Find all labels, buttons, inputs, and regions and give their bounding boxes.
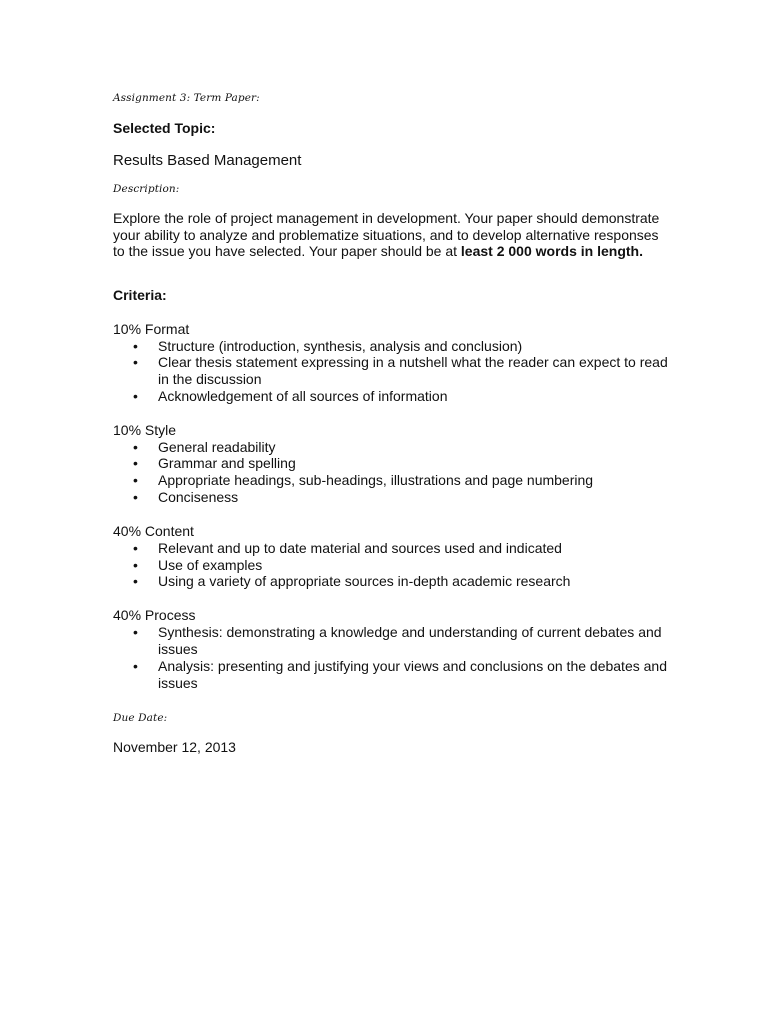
list-item	[113, 388, 673, 405]
due-date-value: November 12, 2013	[113, 739, 236, 756]
list-item	[113, 489, 673, 506]
assignment-title: Assignment 3: Term Paper:	[113, 92, 260, 104]
bullet-list	[113, 439, 673, 506]
bullet-icon: •	[133, 624, 138, 641]
list-item	[113, 658, 673, 692]
list-item-text: Conciseness	[158, 489, 239, 506]
criteria-heading: Criteria:	[113, 286, 167, 303]
description-word-count: least 2 000 words in length.	[460, 243, 643, 259]
section-title: 10% Style	[113, 421, 177, 438]
list-item	[113, 624, 673, 658]
section-title: 40% Process	[113, 607, 196, 624]
bullet-icon: •	[133, 354, 138, 371]
list-item-text: Analysis: presenting and justifying your views and conclusions on the debates and issues	[158, 657, 667, 691]
selected-topic-value: Results Based Management	[113, 152, 302, 169]
description-text	[113, 210, 673, 260]
list-item	[113, 439, 673, 456]
list-item	[113, 455, 673, 472]
selected-topic-heading: Selected Topic:	[113, 120, 216, 136]
section-title: 40% Content	[113, 522, 194, 539]
list-item	[113, 573, 673, 590]
list-item-text: Use of examples	[158, 556, 263, 573]
list-item-text: General readability	[158, 438, 276, 455]
criteria-section-content	[113, 523, 673, 590]
bullet-icon: •	[133, 472, 138, 489]
due-date-label: Due Date:	[113, 712, 168, 725]
bullet-icon: •	[133, 489, 138, 506]
criteria-section-format	[113, 321, 673, 405]
criteria-section-process	[113, 607, 673, 691]
bullet-icon: •	[133, 438, 138, 455]
bullet-icon: •	[133, 455, 138, 472]
description-label: Description:	[113, 183, 180, 195]
bullet-list	[113, 338, 673, 405]
section-title: 10% Format	[113, 320, 190, 337]
list-item-text: Appropriate headings, sub-headings, illustrations and page numbering	[158, 472, 594, 489]
list-item	[113, 557, 673, 574]
list-item-text: Acknowledgement of all sources of information	[158, 387, 448, 404]
bullet-icon: •	[133, 337, 138, 354]
list-item-text: Structure (introduction, synthesis, analysis and conclusion)	[158, 337, 523, 354]
list-item-text: Grammar and spelling	[158, 455, 296, 472]
list-item	[113, 338, 673, 355]
description-body: Explore the role of project management in development. Your paper should demonstrate your ability to analyze and problematize situations, and to develop alternative responses to the issue you have selected. Your paper should be at	[113, 210, 660, 259]
list-item	[113, 472, 673, 489]
bullet-icon: •	[133, 573, 138, 590]
bullet-icon: •	[133, 539, 138, 556]
bullet-list	[113, 624, 673, 691]
list-item-text: Using a variety of appropriate sources in-depth academic research	[158, 573, 571, 590]
bullet-icon: •	[133, 387, 138, 404]
criteria-section-style	[113, 422, 673, 506]
document-page	[113, 88, 673, 756]
bullet-list	[113, 540, 673, 590]
list-item	[113, 354, 673, 388]
list-item-text: Relevant and up to date material and sources used and indicated	[158, 539, 562, 556]
bullet-icon: •	[133, 556, 138, 573]
list-item-text: Synthesis: demonstrating a knowledge and understanding of current debates and issues	[158, 624, 662, 658]
list-item	[113, 540, 673, 557]
bullet-icon: •	[133, 657, 138, 674]
list-item-text: Clear thesis statement expressing in a nutshell what the reader can expect to read in the discussion	[158, 354, 668, 388]
